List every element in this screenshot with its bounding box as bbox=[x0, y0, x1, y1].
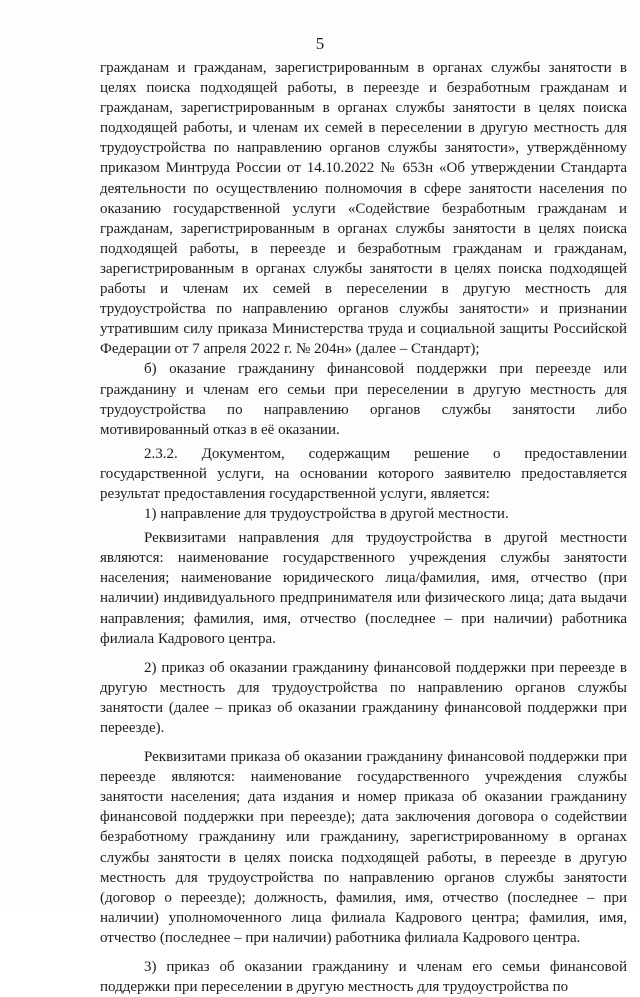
paragraph-item-1: 1) направление для трудоустройства в другой местности. bbox=[144, 506, 509, 523]
paragraph-2-3-2: 2.3.2. Документом, содержащим решение о предоставлении государственной услуги, на основании которого заявителю предоставляется результат предоставления государственной услуги, является: bbox=[100, 445, 627, 502]
paragraph-item-3: 3) приказ об оказании гражданину и членам его семьи финансовой поддержки при переселении в другую местность для трудоустройства по bbox=[100, 959, 627, 996]
paragraph-item-2: 2) приказ об оказании гражданину финансовой поддержки при переезде в другую местность для трудоустройства по направлению органов службы занятости (далее – приказ об оказании гражданину финансовой поддержки при переезде). bbox=[100, 659, 627, 736]
document-body bbox=[100, 58, 627, 997]
paragraph-standard-reference: гражданам и гражданам, зарегистрированным в органах службы занятости в целях поиска подходящей работы, в переезде и безработным гражданам и гражданам, зарегистрированным в органах службы занятости в целях поиска подходящей работы, и членам их семей в переселении в другую местность для трудоустройства по направлению органов службы занятости», утверждённому приказом Минтруда России от 14.10.2022 № 653н «Об утверждении Стандарта деятельности по осуществлению полномочия в сфере занятости населения по оказанию государственной услуги «Содействие безработным гражданам и гражданам, зарегистрированным в органах службы занятости в целях поиска подходящей работы, в переезде и безработным гражданам и гражданам, зарегистрированным в органах службы занятости в целях поиска подходящей работы и членам их семей в переселении в другую местность для трудоустройства по направлению органов службы занятости» и признании утратившим силу приказа Министерства труда и социальной защиты Российской Федерации от 7 апреля 2022 г. № 204н» (далее – Стандарт); bbox=[100, 60, 627, 358]
page-number: 5 bbox=[315, 34, 325, 53]
paragraph-item-b: б) оказание гражданину финансовой поддержки при переезде или гражданину и членам его семьи при переселении в другую местность для трудоустройства по направлению органов службы занятости либо мотивированный отказ в её оказании. bbox=[100, 361, 627, 438]
paragraph-requisites-order: Реквизитами приказа об оказании гражданину финансовой поддержки при переезде являются: наименование государственного учреждения службы занятости населения; дата издания и номер приказа об оказании гражданину финансовой поддержки при переезде); дата заключения договора о содействии безработному гражданину или гражданину, зарегистрированному в органах службы занятости в целях поиска подходящей работы, в переезде в другую местность для трудоустройства по направлению органов службы занятости (договор о переезде); должность, фамилия, имя, отчество (последнее – при наличии) уполномоченного лица филиала Кадрового центра; фамилия, имя, отчество (последнее – при наличии) работника филиала Кадрового центра. bbox=[100, 749, 627, 946]
paragraph-requisites-referral: Реквизитами направления для трудоустройства в другой местности являются: наименование государственного учреждения службы занятости населения; наименование юридического лица/фамилия, имя, отчество (при наличии) индивидуального предпринимателя или физического лица; дата выдачи направления; фамилия, имя, отчество (последнее – при наличии) работника филиала Кадрового центра. bbox=[100, 530, 627, 647]
